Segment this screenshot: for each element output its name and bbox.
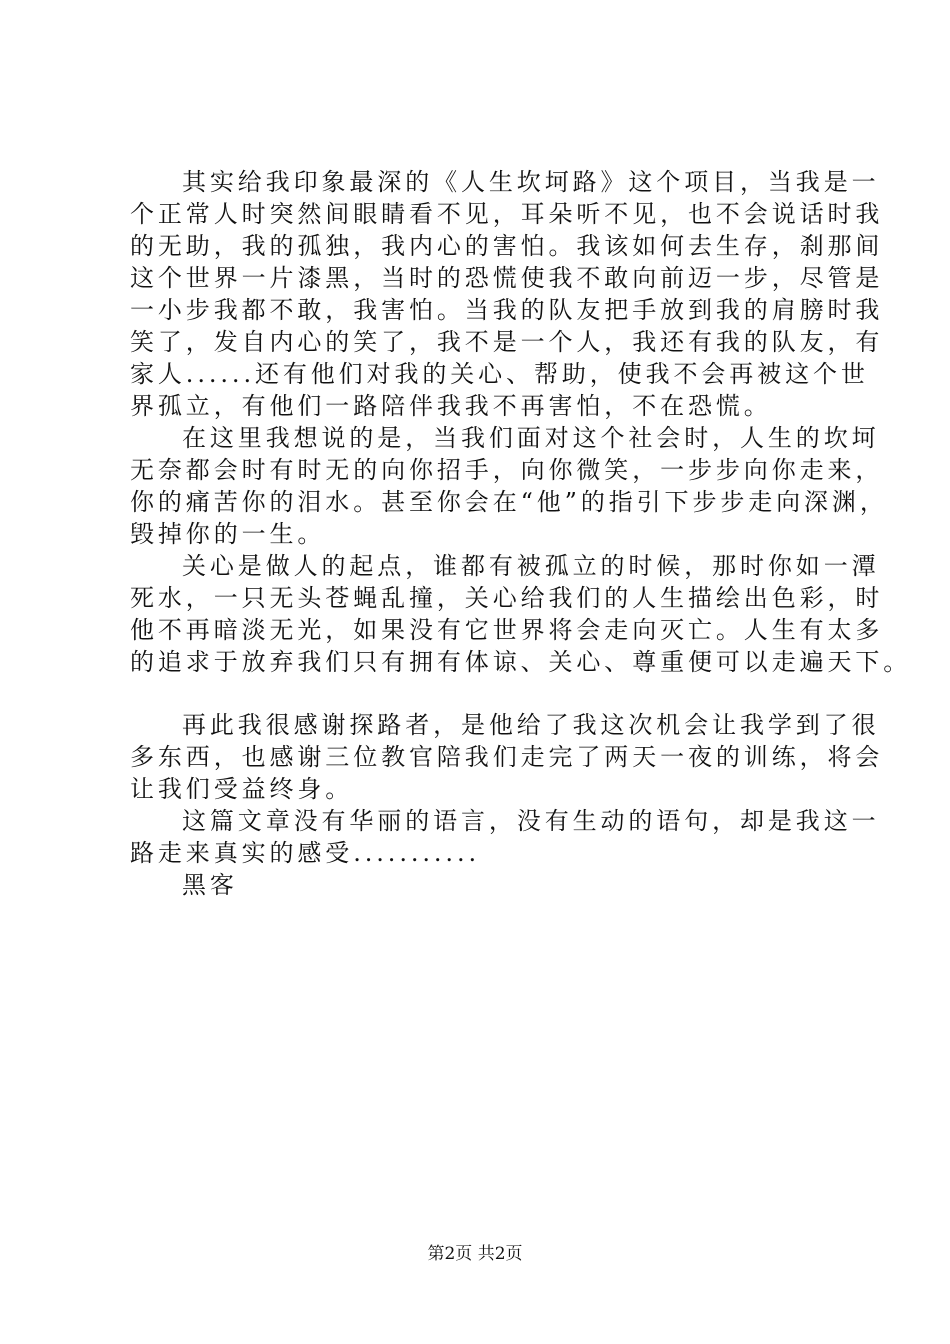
author-signature: 黑客 [182, 871, 238, 899]
paragraph-line: 这个世界一片漆黑，当时的恐慌使我不敢向前迈一步，尽管是 [130, 264, 884, 292]
page-footer: 第2页 共2页 [427, 1244, 523, 1264]
paragraph-line: 无奈都会时有时无的向你招手，向你微笑，一步步向你走来， [130, 456, 884, 484]
paragraph-line: 让我们受益终身。 [130, 775, 354, 803]
paragraph-line: 再此我很感谢探路者，是他给了我这次机会让我学到了很 [182, 711, 880, 739]
paragraph-line: 路走来真实的感受........... [130, 839, 481, 867]
paragraph-line: 界孤立，有他们一路陪伴我我不再害怕，不在恐慌。 [130, 392, 772, 420]
paragraph-line: 笑了，发自内心的笑了，我不是一个人，我还有我的队友，有 [130, 328, 884, 356]
paragraph-line: 死水，一只无头苍蝇乱撞，关心给我们的人生描绘出色彩，时 [130, 584, 884, 612]
paragraph-line: 个正常人时突然间眼睛看不见，耳朵听不见，也不会说话时我 [130, 200, 884, 228]
paragraph-line: 一小步我都不敢，我害怕。当我的队友把手放到我的肩膀时我 [130, 296, 884, 324]
paragraph-line: 关心是做人的起点，谁都有被孤立的时候，那时你如一潭 [182, 552, 880, 580]
paragraph-line: 在这里我想说的是，当我们面对这个社会时，人生的坎坷 [182, 424, 880, 452]
paragraph-spacer [130, 678, 852, 709]
paragraph-line: 多东西，也感谢三位教官陪我们走完了两天一夜的训练，将会 [130, 743, 884, 771]
paragraph-line: 你的痛苦你的泪水。甚至你会在“他”的指引下步步走向深渊， [130, 488, 888, 516]
paragraph-line: 这篇文章没有华丽的语言，没有生动的语句，却是我这一 [182, 807, 880, 835]
paragraph-line: 毁掉你的一生。 [130, 520, 326, 548]
paragraph-line: 家人......还有他们对我的关心、帮助，使我不会再被这个世 [130, 360, 869, 388]
paragraph-line: 他不再暗淡无光，如果没有它世界将会走向灭亡。人生有太多 [130, 616, 884, 644]
paragraph-line: 其实给我印象最深的《人生坎坷路》这个项目，当我是一 [182, 168, 880, 196]
document-body [130, 166, 912, 901]
paragraph-line: 的追求于放弃我们只有拥有体谅、关心、尊重便可以走遍天下。 [130, 648, 912, 676]
paragraph-line: 的无助，我的孤独，我内心的害怕。我该如何去生存，刹那间 [130, 232, 884, 260]
